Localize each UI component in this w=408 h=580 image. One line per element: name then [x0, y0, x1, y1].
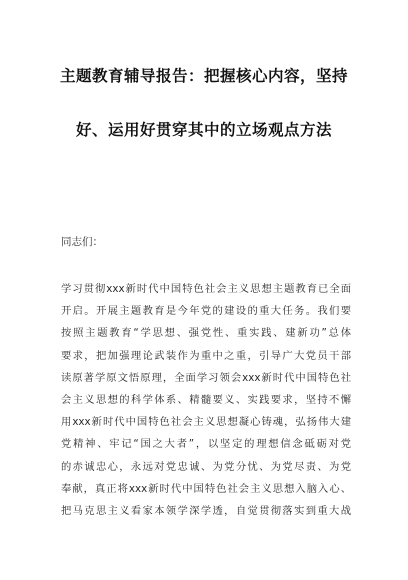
body-line: 党精神、牢记“国之大者”，以坚定的理想信念砥砺对党: [61, 438, 351, 451]
salutation: 同志们：: [61, 236, 103, 248]
body-line: 用xxx新时代中国特色社会主义思想凝心铸魂，弘扬伟大建: [61, 416, 351, 429]
body-line: 按照主题教育“学思想、强党性、重实践、建新功”总体: [61, 327, 351, 340]
body-line: 学习贯彻xxx新时代中国特色社会主义思想主题教育已全面: [61, 283, 351, 295]
document-title-line-1: 主题教育辅导报告：把握核心内容，坚持: [59, 66, 348, 85]
body-line: 的赤诚忠心，永远对党忠诚、为党分忧、为党尽责、为党: [61, 460, 351, 473]
body-line: 读原著学原文悟原理，全面学习领会xxx新时代中国特色社: [61, 371, 351, 384]
body-line: 奉献，真正将xxx新时代中国特色社会主义思想入脑入心、: [61, 482, 351, 495]
body-line: 要求，把加强理论武装作为重中之重，引导广大党员干部: [61, 349, 351, 362]
document-title-line-2: 好、运用好贯穿其中的立场观点方法: [75, 120, 332, 139]
body-line: 开启。开展主题教育是今年党的建设的重大任务。我们要: [61, 305, 351, 318]
body-paragraph: [61, 278, 351, 522]
body-line: 把马克思主义看家本领学深学透，自觉贯彻落实到重大战: [61, 504, 351, 517]
body-line: 会主义思想的科学体系、精髓要义、实践要求，坚持不懈: [61, 393, 351, 406]
